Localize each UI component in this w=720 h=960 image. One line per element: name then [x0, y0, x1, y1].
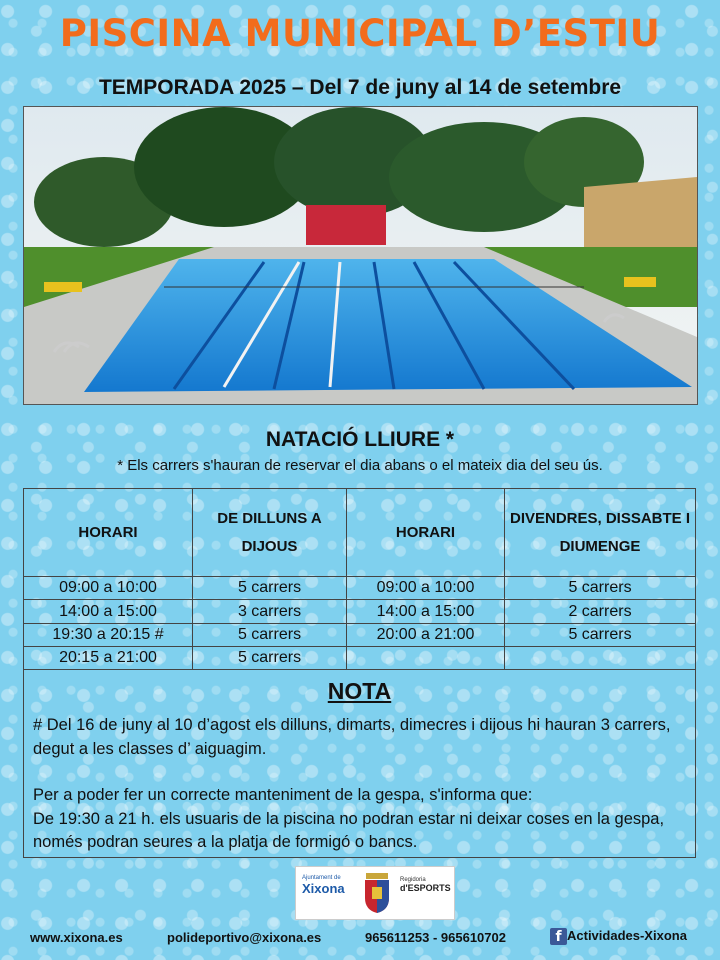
table-header: DIVENDRES, DISSABTE I DIUMENGE [505, 489, 695, 577]
footer-website[interactable]: www.xixona.es [30, 930, 123, 945]
pool-photo [23, 106, 698, 405]
table-header: HORARI [347, 489, 505, 577]
nota-paragraph: Per a poder fer un correcte manteniment de la gespa, s'informa que: [33, 786, 533, 804]
table-header: DE DILLUNS A DIJOUS [193, 489, 347, 577]
footer-facebook[interactable] [550, 928, 687, 945]
footer-email[interactable]: polideportivo@xixona.es [167, 930, 322, 945]
nota-paragraph: # Del 16 de juny al 10 d’agost els dilluns, dimarts, dimecres i dijous hi hauran 3 carrers, degut a les classes d’ aiguagim. [33, 716, 671, 758]
table-cell: 5 carrers [193, 577, 347, 600]
nota-title: NOTA [327, 678, 392, 704]
logo-caption: Regidoria [400, 877, 426, 883]
table-cell: 5 carrers [193, 647, 347, 669]
facebook-label: Actividades-Xixona [567, 928, 687, 943]
table-cell: 5 carrers [193, 624, 347, 647]
reservation-note: * Els carrers s'hauran de reservar el dia abans o el mateix dia del seu ús. [117, 457, 603, 474]
table-cell: 3 carrers [193, 600, 347, 624]
table-cell: 20:00 a 21:00 [347, 624, 505, 647]
esports-logo-text: d'ESPORTS [400, 883, 451, 893]
pool-photo-illustration [24, 107, 697, 404]
schedule-table [23, 488, 696, 670]
season-dates: TEMPORADA 2025 – Del 7 de juny al 14 de setembre [98, 76, 622, 99]
nota-text [33, 714, 688, 855]
table-cell: 2 carrers [505, 600, 695, 624]
table-cell: 5 carrers [505, 577, 695, 600]
facebook-icon: f [550, 928, 567, 945]
nota-box [23, 670, 696, 858]
table-cell: 19:30 a 20:15 # [24, 624, 193, 647]
table-cell: 5 carrers [505, 624, 695, 647]
logos [295, 866, 455, 920]
page-title: PISCINA MUNICIPAL D’ESTIU [59, 12, 661, 55]
table-cell: 14:00 a 15:00 [347, 600, 505, 624]
table-cell: 14:00 a 15:00 [24, 600, 193, 624]
table-cell [505, 647, 695, 669]
footer-phones: 965611253 - 965610702 [365, 930, 506, 945]
table-cell: 09:00 a 10:00 [24, 577, 193, 600]
xixona-logo-text: Xixona [302, 881, 345, 896]
section-title: NATACIÓ LLIURE * [265, 428, 455, 451]
nota-paragraph: De 19:30 a 21 h. els usuaris de la piscina no podran estar ni deixar coses en la gespa, només podran seures a la platja de formigó o bancs. [33, 809, 665, 851]
table-cell: 20:15 a 21:00 [24, 647, 193, 669]
table-cell [347, 647, 505, 669]
table-cell: 09:00 a 10:00 [347, 577, 505, 600]
table-header: HORARI [24, 489, 193, 577]
logo-caption: Ajuntament de [302, 875, 341, 881]
coat-of-arms-icon [360, 871, 394, 915]
